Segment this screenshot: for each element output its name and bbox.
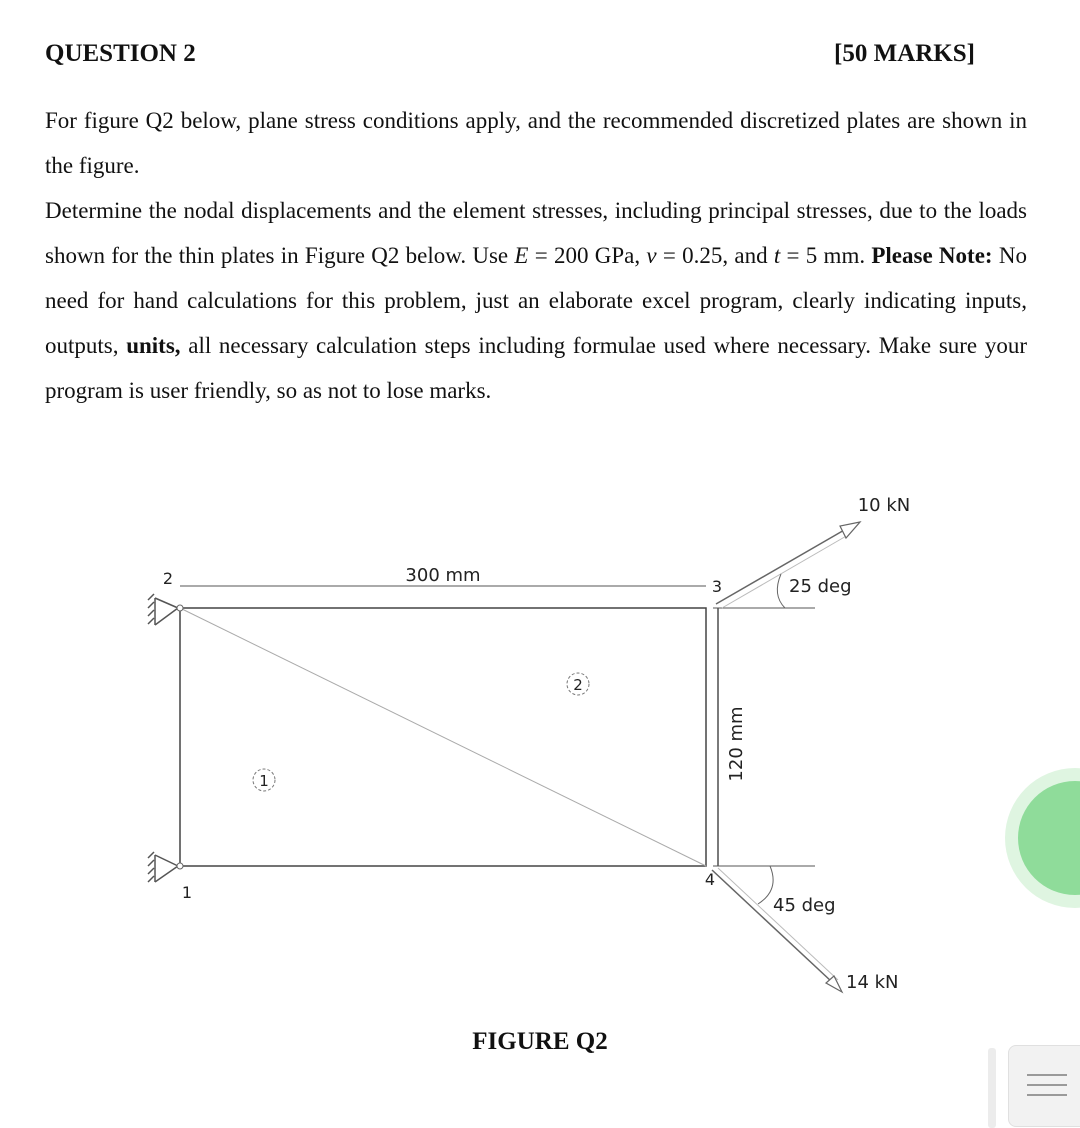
node-2-label: 2 [162,569,174,588]
menu-icon-line [1027,1094,1067,1096]
angle-45-label: 45 deg [773,895,836,916]
angle-25-arc [777,574,785,608]
question-header [45,40,975,68]
support-node-2-icon [148,594,178,625]
load-10kn-label: 10 kN [857,495,911,516]
angle-25-label: 25 deg [789,576,852,597]
text-run: = 0.25, and [656,243,774,268]
text-run: No need for hand calculations for this problem, just an elaborate excel program, clearly indicating inputs, outputs, [45,243,1027,358]
text-run: units, [126,333,181,358]
node-1-label: 1 [181,883,193,902]
text-run: Determine the nodal displacements and the element stresses, including principal stresses, due to the loads shown for the thin plates in Figure Q2 below. Use [45,198,1027,268]
text-run: E [514,243,529,268]
node-3-label: 3 [711,577,723,596]
figure-q2-diagram [0,470,1080,1030]
text-run: = 5 mm. [780,243,872,268]
instructions-paragraph [45,188,1027,413]
load-14kn-label: 14 kN [846,972,899,993]
text-run: t [773,243,781,268]
width-dimension-label: 300 mm [405,565,481,586]
scroll-handle[interactable] [988,1048,996,1128]
text-run: all necessary calculation steps including formulae used where necessary. Make sure your program is user friendly, so as not to lose marks. [45,333,1027,403]
text-run: Please Note: [871,243,993,268]
text-run: For figure Q2 below, plane stress conditions apply, and the recommended discretized plates are shown in the figure. [45,108,1027,178]
intro-paragraph [45,98,1027,188]
menu-button[interactable] [1008,1045,1080,1127]
load-14kn-arrow-shadow [718,868,838,980]
node-4-label: 4 [704,870,716,889]
element-2-label: 2 [573,676,583,694]
element-1-label: 1 [259,772,269,790]
menu-icon-line [1027,1074,1067,1076]
figure-caption: FIGURE Q2 [472,1028,608,1055]
load-10kn-arrow-shadow [722,535,848,608]
load-10kn-arrowhead-icon [840,522,860,538]
menu-icon-line [1027,1084,1067,1086]
height-dimension-label: 120 mm [726,706,747,782]
node-1-marker [177,863,183,869]
text-run: ν [646,243,657,268]
element-diagonal [180,608,706,866]
question-marks: [50 MARKS] [834,40,975,67]
angle-45-arc [758,866,773,904]
text-run: = 200 GPa, [528,243,647,268]
support-node-1-icon [148,852,178,882]
question-title: QUESTION 2 [45,40,196,67]
node-2-marker [177,605,183,611]
